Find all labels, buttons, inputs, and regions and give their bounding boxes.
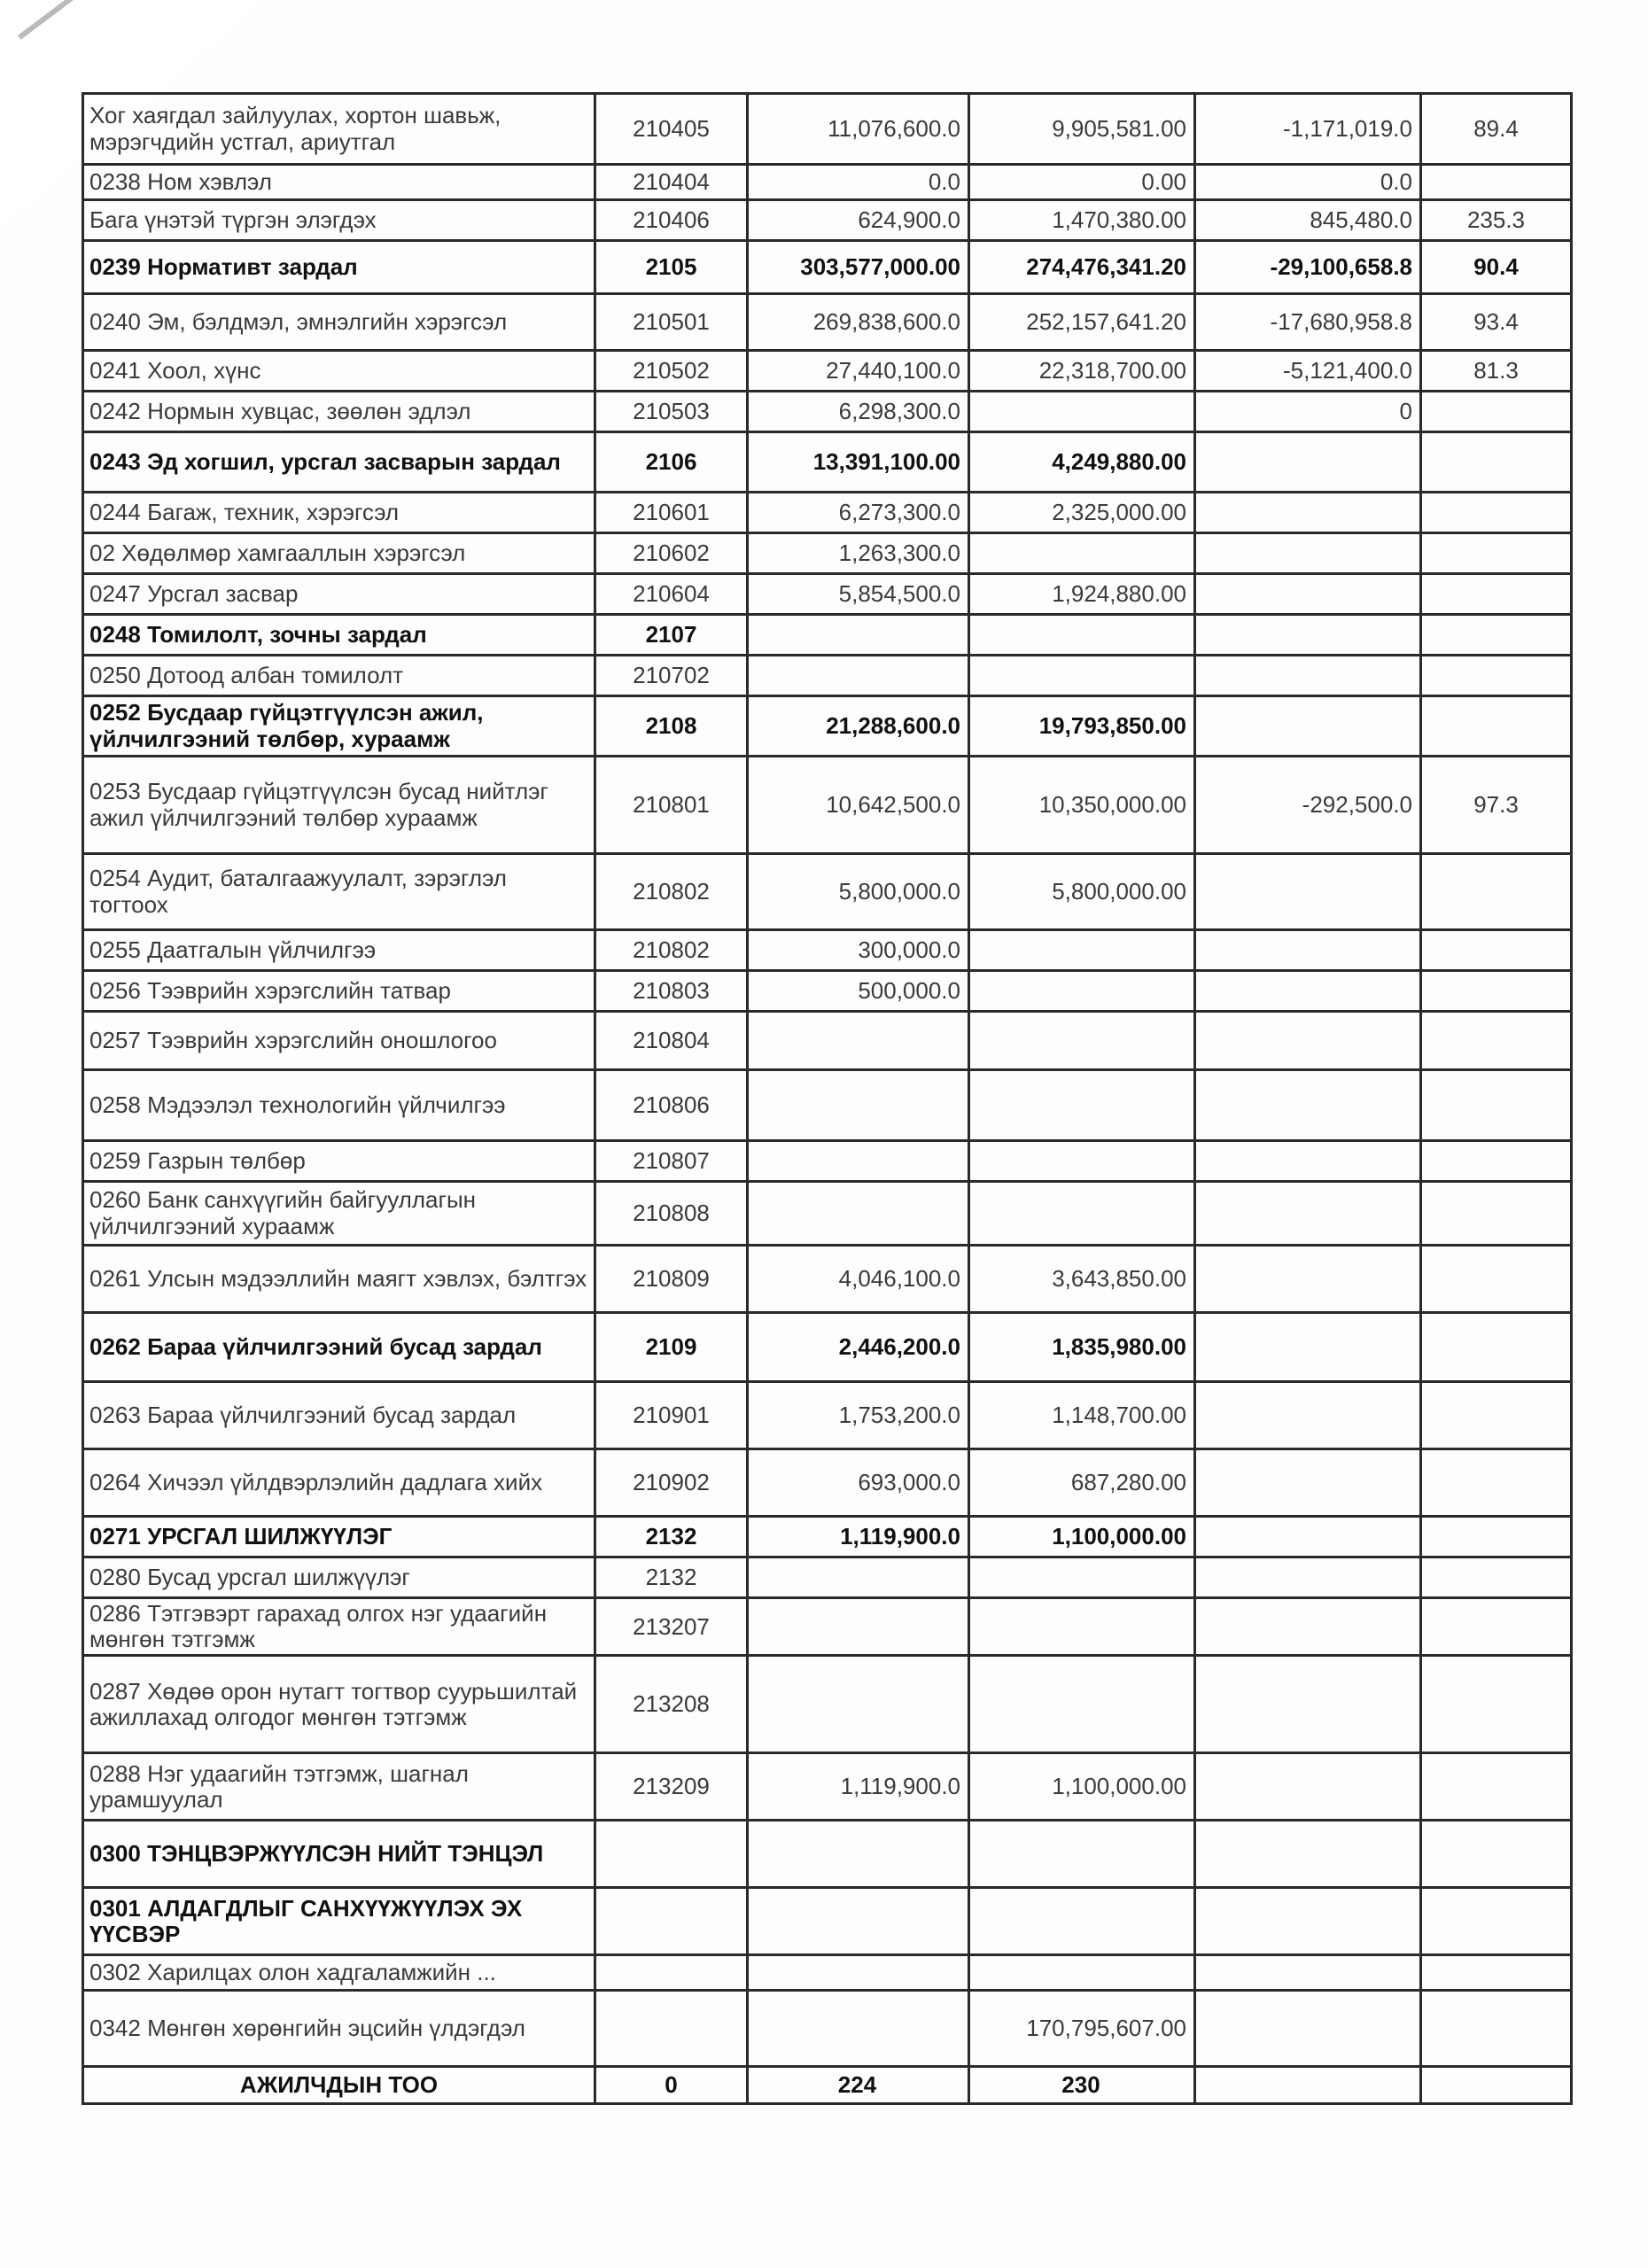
item-name-cell: 0287 Хөдөө орон нутагт тогтвор суурьшилтай ажиллахад олгодог мөнгөн тэтгэмж: [83, 1656, 595, 1753]
table-row: [83, 392, 1572, 432]
actual-amount-cell: [969, 656, 1195, 696]
percent-cell: [1421, 1888, 1572, 1955]
account-code-cell: 210809: [595, 1246, 748, 1313]
table-row: [83, 930, 1572, 971]
difference-cell: [1195, 1382, 1421, 1449]
table-row: [83, 757, 1572, 854]
percent-cell: [1421, 1182, 1572, 1246]
table-row: [83, 1753, 1572, 1821]
account-code-cell: 2132: [595, 1517, 748, 1557]
plan-amount-cell: 1,753,200.0: [748, 1382, 969, 1449]
percent-cell: 93.4: [1421, 294, 1572, 351]
percent-cell: [1421, 574, 1572, 615]
percent-cell: [1421, 1382, 1572, 1449]
account-code-cell: 2106: [595, 432, 748, 493]
table-row: [83, 1182, 1572, 1246]
actual-amount-cell: [969, 1182, 1195, 1246]
actual-amount-cell: [969, 392, 1195, 432]
table-row: [83, 1821, 1572, 1888]
plan-amount-cell: [748, 1141, 969, 1182]
budget-table-body: [83, 94, 1572, 2104]
account-code-cell: 210807: [595, 1141, 748, 1182]
percent-cell: [1421, 1246, 1572, 1313]
plan-amount-cell: 500,000.0: [748, 971, 969, 1012]
account-code-cell: 213209: [595, 1753, 748, 1821]
account-code-cell: 213207: [595, 1598, 748, 1656]
percent-cell: [1421, 493, 1572, 533]
plan-amount-cell: [748, 1888, 969, 1955]
plan-amount-cell: [748, 615, 969, 656]
difference-cell: [1195, 1182, 1421, 1246]
plan-amount-cell: 1,263,300.0: [748, 533, 969, 574]
item-name-cell: 0238 Ном хэвлэл: [83, 165, 595, 200]
item-name-cell: 0302 Харилцах олон хадгаламжийн ...: [83, 1955, 595, 1991]
plan-amount-cell: 27,440,100.0: [748, 351, 969, 392]
item-name-cell: 0239 Нормативт зардал: [83, 241, 595, 294]
percent-cell: [1421, 1656, 1572, 1753]
account-code-cell: 210901: [595, 1382, 748, 1449]
plan-amount-cell: [748, 1012, 969, 1070]
percent-cell: [1421, 533, 1572, 574]
actual-amount-cell: 170,795,607.00: [969, 1991, 1195, 2067]
plan-amount-cell: 303,577,000.00: [748, 241, 969, 294]
difference-cell: [1195, 574, 1421, 615]
account-code-cell: 2132: [595, 1557, 748, 1598]
difference-cell: [1195, 930, 1421, 971]
plan-amount-cell: [748, 1991, 969, 2067]
difference-cell: [1195, 493, 1421, 533]
plan-amount-cell: [748, 1557, 969, 1598]
plan-amount-cell: 6,298,300.0: [748, 392, 969, 432]
actual-amount-cell: 0.00: [969, 165, 1195, 200]
account-code-cell: 210503: [595, 392, 748, 432]
table-row: [83, 971, 1572, 1012]
percent-cell: [1421, 1955, 1572, 1991]
actual-amount-cell: [969, 1888, 1195, 1955]
item-name-cell: 0252 Бусдаар гүйцэтгүүлсэн ажил, үйлчилгээний төлбөр, хураамж: [83, 696, 595, 757]
item-name-cell: 0301 АЛДАГДЛЫГ САНХҮҮЖҮҮЛЭХ ЭХ ҮҮСВЭР: [83, 1888, 595, 1955]
item-name-cell: 0242 Нормын хувцас, зөөлөн эдлэл: [83, 392, 595, 432]
plan-amount-cell: 269,838,600.0: [748, 294, 969, 351]
plan-amount-cell: 1,119,900.0: [748, 1517, 969, 1557]
item-name-cell: 0240 Эм, бэлдмэл, эмнэлгийн хэрэгсэл: [83, 294, 595, 351]
difference-cell: [1195, 1313, 1421, 1382]
item-name-cell: 0253 Бусдаар гүйцэтгүүлсэн бусад нийтлэг ажил үйлчилгээний төлбөр хураамж: [83, 757, 595, 854]
actual-amount-cell: [969, 1070, 1195, 1141]
difference-cell: [1195, 432, 1421, 493]
difference-cell: -1,171,019.0: [1195, 94, 1421, 165]
table-row: [83, 615, 1572, 656]
difference-cell: [1195, 1888, 1421, 1955]
difference-cell: [1195, 1955, 1421, 1991]
table-row: [83, 1246, 1572, 1313]
difference-cell: -17,680,958.8: [1195, 294, 1421, 351]
actual-amount-cell: 22,318,700.00: [969, 351, 1195, 392]
account-code-cell: 210802: [595, 854, 748, 930]
actual-amount-cell: 1,148,700.00: [969, 1382, 1195, 1449]
table-row: [83, 165, 1572, 200]
difference-cell: [1195, 1246, 1421, 1313]
percent-cell: [1421, 2067, 1572, 2104]
percent-cell: [1421, 854, 1572, 930]
actual-amount-cell: 230: [969, 2067, 1195, 2104]
difference-cell: -29,100,658.8: [1195, 241, 1421, 294]
actual-amount-cell: 687,280.00: [969, 1449, 1195, 1517]
actual-amount-cell: 10,350,000.00: [969, 757, 1195, 854]
actual-amount-cell: 5,800,000.00: [969, 854, 1195, 930]
table-row: [83, 1557, 1572, 1598]
difference-cell: [1195, 1517, 1421, 1557]
actual-amount-cell: 9,905,581.00: [969, 94, 1195, 165]
difference-cell: [1195, 615, 1421, 656]
item-name-cell: 0288 Нэг удаагийн тэтгэмж, шагнал урамшуулал: [83, 1753, 595, 1821]
item-name-cell: 0255 Даатгалын үйлчилгээ: [83, 930, 595, 971]
table-row: [83, 696, 1572, 757]
plan-amount-cell: 624,900.0: [748, 200, 969, 241]
account-code-cell: [595, 1821, 748, 1888]
actual-amount-cell: 2,325,000.00: [969, 493, 1195, 533]
plan-amount-cell: 11,076,600.0: [748, 94, 969, 165]
account-code-cell: 213208: [595, 1656, 748, 1753]
percent-cell: 89.4: [1421, 94, 1572, 165]
item-name-cell: Хог хаягдал зайлуулах, хортон шавьж, мэрэгчдийн устгал, ариутгал: [83, 94, 595, 165]
table-row: [83, 200, 1572, 241]
percent-cell: [1421, 1517, 1572, 1557]
plan-amount-cell: 1,119,900.0: [748, 1753, 969, 1821]
item-name-cell: 0244 Багаж, техник, хэрэгсэл: [83, 493, 595, 533]
difference-cell: [1195, 656, 1421, 696]
table-row: [83, 1991, 1572, 2067]
difference-cell: [1195, 1821, 1421, 1888]
actual-amount-cell: [969, 971, 1195, 1012]
actual-amount-cell: 252,157,641.20: [969, 294, 1195, 351]
table-row: [83, 1598, 1572, 1656]
table-row: [83, 1070, 1572, 1141]
difference-cell: 0.0: [1195, 165, 1421, 200]
difference-cell: [1195, 533, 1421, 574]
actual-amount-cell: 1,470,380.00: [969, 200, 1195, 241]
percent-cell: [1421, 1991, 1572, 2067]
percent-cell: [1421, 1449, 1572, 1517]
table-row: [83, 656, 1572, 696]
actual-amount-cell: [969, 1955, 1195, 1991]
table-row: [83, 1012, 1572, 1070]
percent-cell: 97.3: [1421, 757, 1572, 854]
table-row: [83, 1313, 1572, 1382]
plan-amount-cell: 21,288,600.0: [748, 696, 969, 757]
actual-amount-cell: [969, 1557, 1195, 1598]
actual-amount-cell: 19,793,850.00: [969, 696, 1195, 757]
item-name-cell: 0300 ТЭНЦВЭРЖҮҮЛСЭН НИЙТ ТЭНЦЭЛ: [83, 1821, 595, 1888]
difference-cell: [1195, 2067, 1421, 2104]
account-code-cell: 210501: [595, 294, 748, 351]
plan-amount-cell: [748, 1656, 969, 1753]
item-name-cell: 0261 Улсын мэдээллийн маягт хэвлэх, бэлтгэх: [83, 1246, 595, 1313]
percent-cell: [1421, 1753, 1572, 1821]
account-code-cell: 210406: [595, 200, 748, 241]
percent-cell: [1421, 1012, 1572, 1070]
account-code-cell: 2107: [595, 615, 748, 656]
percent-cell: [1421, 392, 1572, 432]
account-code-cell: 210502: [595, 351, 748, 392]
difference-cell: 0: [1195, 392, 1421, 432]
difference-cell: -292,500.0: [1195, 757, 1421, 854]
budget-table: [82, 92, 1573, 2105]
plan-amount-cell: [748, 656, 969, 696]
table-row: [83, 854, 1572, 930]
table-row: [83, 1449, 1572, 1517]
item-name-cell: 0263 Бараа үйлчилгээний бусад зардал: [83, 1382, 595, 1449]
percent-cell: 235.3: [1421, 200, 1572, 241]
difference-cell: [1195, 854, 1421, 930]
account-code-cell: 210404: [595, 165, 748, 200]
actual-amount-cell: 1,100,000.00: [969, 1753, 1195, 1821]
account-code-cell: 210602: [595, 533, 748, 574]
plan-amount-cell: [748, 1955, 969, 1991]
actual-amount-cell: [969, 930, 1195, 971]
account-code-cell: [595, 1888, 748, 1955]
actual-amount-cell: 1,835,980.00: [969, 1313, 1195, 1382]
item-name-cell: 0262 Бараа үйлчилгээний бусад зардал: [83, 1313, 595, 1382]
table-row: [83, 493, 1572, 533]
plan-amount-cell: 6,273,300.0: [748, 493, 969, 533]
account-code-cell: 210804: [595, 1012, 748, 1070]
actual-amount-cell: [969, 1821, 1195, 1888]
table-row: [83, 1141, 1572, 1182]
table-row: [83, 574, 1572, 615]
item-name-cell: 0280 Бусад урсгал шилжүүлэг: [83, 1557, 595, 1598]
table-row: [83, 1888, 1572, 1955]
plan-amount-cell: 13,391,100.00: [748, 432, 969, 493]
plan-amount-cell: 2,446,200.0: [748, 1313, 969, 1382]
actual-amount-cell: 4,249,880.00: [969, 432, 1195, 493]
percent-cell: [1421, 656, 1572, 696]
difference-cell: 845,480.0: [1195, 200, 1421, 241]
percent-cell: [1421, 165, 1572, 200]
percent-cell: [1421, 1141, 1572, 1182]
difference-cell: [1195, 1141, 1421, 1182]
plan-amount-cell: [748, 1070, 969, 1141]
plan-amount-cell: 693,000.0: [748, 1449, 969, 1517]
plan-amount-cell: 300,000.0: [748, 930, 969, 971]
item-name-cell: 0271 УРСГАЛ ШИЛЖҮҮЛЭГ: [83, 1517, 595, 1557]
difference-cell: [1195, 1012, 1421, 1070]
actual-amount-cell: 274,476,341.20: [969, 241, 1195, 294]
item-name-cell: 0260 Банк санхүүгийн байгууллагын үйлчилгээний хураамж: [83, 1182, 595, 1246]
plan-amount-cell: [748, 1598, 969, 1656]
difference-cell: -5,121,400.0: [1195, 351, 1421, 392]
actual-amount-cell: 3,643,850.00: [969, 1246, 1195, 1313]
item-name-cell: 02 Хөдөлмөр хамгааллын хэрэгсэл: [83, 533, 595, 574]
difference-cell: [1195, 696, 1421, 757]
actual-amount-cell: [969, 615, 1195, 656]
item-name-cell: 0254 Аудит, баталгаажуулалт, зэрэглэл тогтоох: [83, 854, 595, 930]
item-name-cell: 0241 Хоол, хүнс: [83, 351, 595, 392]
account-code-cell: 210702: [595, 656, 748, 696]
actual-amount-cell: [969, 1012, 1195, 1070]
table-row: [83, 1517, 1572, 1557]
table-row: [83, 432, 1572, 493]
percent-cell: [1421, 971, 1572, 1012]
difference-cell: [1195, 1991, 1421, 2067]
item-name-cell: 0259 Газрын төлбөр: [83, 1141, 595, 1182]
percent-cell: [1421, 696, 1572, 757]
actual-amount-cell: [969, 533, 1195, 574]
item-name-cell: 0248 Томилолт, зочны зардал: [83, 615, 595, 656]
plan-amount-cell: 10,642,500.0: [748, 757, 969, 854]
item-name-cell: 0286 Тэтгэвэрт гарахад олгох нэг удаагийн мөнгөн тэтгэмж: [83, 1598, 595, 1656]
plan-amount-cell: 0.0: [748, 165, 969, 200]
table-row: [83, 1382, 1572, 1449]
actual-amount-cell: 1,924,880.00: [969, 574, 1195, 615]
percent-cell: [1421, 1313, 1572, 1382]
account-code-cell: 0: [595, 2067, 748, 2104]
item-name-cell: АЖИЛЧДЫН ТОО: [83, 2067, 595, 2104]
percent-cell: [1421, 930, 1572, 971]
percent-cell: 81.3: [1421, 351, 1572, 392]
account-code-cell: 210803: [595, 971, 748, 1012]
table-row: [83, 1955, 1572, 1991]
item-name-cell: 0243 Эд хогшил, урсгал засварын зардал: [83, 432, 595, 493]
account-code-cell: 210601: [595, 493, 748, 533]
account-code-cell: 2109: [595, 1313, 748, 1382]
account-code-cell: 2105: [595, 241, 748, 294]
item-name-cell: 0256 Тээврийн хэрэгслийн татвар: [83, 971, 595, 1012]
plan-amount-cell: 4,046,100.0: [748, 1246, 969, 1313]
difference-cell: [1195, 1656, 1421, 1753]
difference-cell: [1195, 1557, 1421, 1598]
table-row: [83, 533, 1572, 574]
difference-cell: [1195, 1753, 1421, 1821]
plan-amount-cell: [748, 1182, 969, 1246]
plan-amount-cell: 5,854,500.0: [748, 574, 969, 615]
percent-cell: [1421, 1821, 1572, 1888]
plan-amount-cell: [748, 1821, 969, 1888]
table-row: [83, 94, 1572, 165]
difference-cell: [1195, 1449, 1421, 1517]
item-name-cell: 0257 Тээврийн хэрэгслийн оношлогоо: [83, 1012, 595, 1070]
account-code-cell: 210604: [595, 574, 748, 615]
percent-cell: [1421, 1598, 1572, 1656]
table-row: [83, 351, 1572, 392]
percent-cell: [1421, 615, 1572, 656]
plan-amount-cell: 5,800,000.0: [748, 854, 969, 930]
account-code-cell: 210806: [595, 1070, 748, 1141]
item-name-cell: 0258 Мэдээлэл технологийн үйлчилгээ: [83, 1070, 595, 1141]
account-code-cell: 2108: [595, 696, 748, 757]
account-code-cell: 210808: [595, 1182, 748, 1246]
percent-cell: [1421, 1557, 1572, 1598]
difference-cell: [1195, 971, 1421, 1012]
difference-cell: [1195, 1070, 1421, 1141]
actual-amount-cell: [969, 1656, 1195, 1753]
actual-amount-cell: [969, 1141, 1195, 1182]
account-code-cell: 210405: [595, 94, 748, 165]
percent-cell: [1421, 1070, 1572, 1141]
account-code-cell: 210802: [595, 930, 748, 971]
total-row: [83, 2067, 1572, 2104]
account-code-cell: [595, 1991, 748, 2067]
item-name-cell: 0264 Хичээл үйлдвэрлэлийн дадлага хийх: [83, 1449, 595, 1517]
percent-cell: [1421, 432, 1572, 493]
account-code-cell: 210801: [595, 757, 748, 854]
item-name-cell: 0342 Мөнгөн хөрөнгийн эцсийн үлдэгдэл: [83, 1991, 595, 2067]
account-code-cell: 210902: [595, 1449, 748, 1517]
percent-cell: 90.4: [1421, 241, 1572, 294]
item-name-cell: 0250 Дотоод албан томилолт: [83, 656, 595, 696]
account-code-cell: [595, 1955, 748, 1991]
table-row: [83, 294, 1572, 351]
table-row: [83, 241, 1572, 294]
item-name-cell: Бага үнэтэй түргэн элэгдэх: [83, 200, 595, 241]
difference-cell: [1195, 1598, 1421, 1656]
actual-amount-cell: [969, 1598, 1195, 1656]
item-name-cell: 0247 Урсгал засвар: [83, 574, 595, 615]
plan-amount-cell: 224: [748, 2067, 969, 2104]
actual-amount-cell: 1,100,000.00: [969, 1517, 1195, 1557]
table-row: [83, 1656, 1572, 1753]
